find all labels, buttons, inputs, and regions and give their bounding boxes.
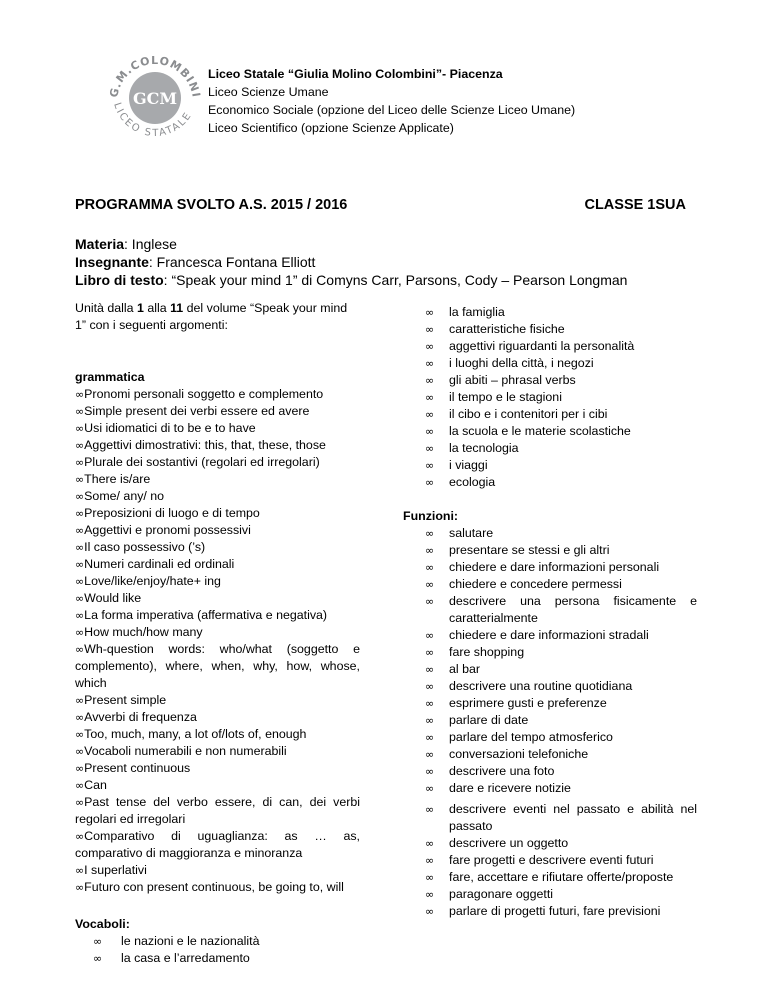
- function-item: [403, 627, 697, 644]
- infinity-bullet-icon: ∞: [425, 476, 435, 489]
- infinity-bullet-icon: ∞: [425, 578, 435, 591]
- textbook-value: : “Speak your mind 1” di Comyns Carr, Parsons, Cody – Pearson Longman: [163, 272, 628, 288]
- function-item-text: chiedere e concedere permessi: [449, 577, 622, 591]
- grammar-item-text: Usi idiomatici di to be e to have: [84, 421, 256, 435]
- grammar-item-text: Aggettivi e pronomi possessivi: [84, 523, 251, 537]
- infinity-bullet-icon: ∞: [425, 442, 435, 455]
- infinity-bullet-icon: ∞: [425, 544, 435, 557]
- infinity-bullet-icon: ∞: [93, 952, 103, 965]
- vocabulary-item: [403, 338, 697, 355]
- infinity-bullet-icon: ∞: [75, 592, 85, 605]
- grammar-item-text: Comparativo di uguaglianza: as … as, comparativo di maggioranza e minoranza: [75, 829, 360, 860]
- infinity-bullet-icon: ∞: [425, 905, 435, 918]
- subject-label: Materia: [75, 236, 125, 252]
- function-item-text: descrivere un oggetto: [449, 836, 569, 850]
- infinity-bullet-icon: ∞: [75, 711, 85, 724]
- infinity-bullet-icon: ∞: [75, 864, 85, 877]
- program-title: PROGRAMMA SVOLTO A.S. 2015 / 2016: [75, 197, 348, 213]
- grammar-item: [75, 539, 360, 556]
- vocabulary-item-text: la casa e l’arredamento: [121, 951, 250, 965]
- infinity-bullet-icon: ∞: [425, 663, 435, 676]
- infinity-bullet-icon: ∞: [75, 796, 85, 809]
- subject-line: [75, 235, 627, 253]
- function-item: [403, 801, 697, 835]
- infinity-bullet-icon: ∞: [425, 748, 435, 761]
- function-item-text: chiedere e dare informazioni personali: [449, 560, 660, 574]
- infinity-bullet-icon: ∞: [425, 646, 435, 659]
- infinity-bullet-icon: ∞: [425, 323, 435, 336]
- function-item-text: fare progetti e descrivere eventi futuri: [449, 853, 654, 867]
- vocabulary-item-text: la tecnologia: [449, 441, 519, 455]
- function-item-text: descrivere una routine quotidiana: [449, 679, 633, 693]
- function-item: [403, 576, 697, 593]
- grammar-item-text: Numeri cardinali ed ordinali: [84, 557, 235, 571]
- grammar-item: [75, 709, 360, 726]
- function-item-text: chiedere e dare informazioni stradali: [449, 628, 649, 642]
- infinity-bullet-icon: ∞: [425, 680, 435, 693]
- grammar-item: [75, 573, 360, 590]
- grammar-item-text: Vocaboli numerabili e non numerabili: [84, 744, 287, 758]
- logo-monogram: GCM: [132, 89, 178, 108]
- infinity-bullet-icon: ∞: [425, 871, 435, 884]
- teacher-label: Insegnante: [75, 254, 149, 270]
- vocabulary-item-text: gli abiti – phrasal verbs: [449, 373, 576, 387]
- infinity-bullet-icon: ∞: [93, 935, 103, 948]
- function-item-text: parlare di progetti futuri, fare previsioni: [449, 904, 661, 918]
- infinity-bullet-icon: ∞: [425, 595, 435, 608]
- infinity-bullet-icon: ∞: [425, 782, 435, 795]
- function-item: [403, 746, 697, 763]
- vocabulary-item: [75, 933, 360, 950]
- grammar-item: [75, 607, 360, 624]
- infinity-bullet-icon: ∞: [425, 697, 435, 710]
- class-label: CLASSE 1SUA: [584, 197, 686, 213]
- infinity-bullet-icon: ∞: [425, 527, 435, 540]
- function-item-text: dare e ricevere notizie: [449, 781, 571, 795]
- grammar-item-text: La forma imperativa (affermativa e negativa): [84, 608, 328, 622]
- grammar-item-text: Aggettivi dimostrativi: this, that, these, those: [84, 438, 326, 452]
- grammar-item: [75, 488, 360, 505]
- infinity-bullet-icon: ∞: [425, 357, 435, 370]
- grammar-item-text: I superlativi: [84, 863, 147, 877]
- school-name: Liceo Statale “Giulia Molino Colombini”- Piacenza: [208, 67, 503, 81]
- infinity-bullet-icon: ∞: [75, 524, 85, 537]
- infinity-bullet-icon: ∞: [75, 575, 85, 588]
- function-item: [403, 644, 697, 661]
- function-item: [403, 678, 697, 695]
- school-header: [208, 65, 575, 137]
- vocabulary-item: [75, 950, 360, 967]
- infinity-bullet-icon: ∞: [75, 881, 85, 894]
- school-line-3: Liceo Scientifico (opzione Scienze Applicate): [208, 121, 454, 135]
- function-item: [403, 712, 697, 729]
- function-item-text: esprimere gusti e preferenze: [449, 696, 607, 710]
- grammar-item-text: There is/are: [84, 472, 151, 486]
- grammar-item: [75, 454, 360, 471]
- grammar-item: [75, 624, 360, 641]
- grammar-item: [75, 760, 360, 777]
- vocabulary-item: [403, 406, 697, 423]
- grammar-item-text: Avverbi di frequenza: [84, 710, 197, 724]
- infinity-bullet-icon: ∞: [425, 459, 435, 472]
- grammar-item-text: Some/ any/ no: [84, 489, 165, 503]
- grammar-item-text: Pronomi personali soggetto e complemento: [84, 387, 324, 401]
- infinity-bullet-icon: ∞: [425, 374, 435, 387]
- infinity-bullet-icon: ∞: [425, 340, 435, 353]
- vocabulary-item: [403, 389, 697, 406]
- logo-ring-top-text: G.M.COLOMBINI: [107, 53, 203, 99]
- infinity-bullet-icon: ∞: [75, 728, 85, 741]
- textbook-label: Libro di testo: [75, 272, 164, 288]
- infinity-bullet-icon: ∞: [75, 490, 85, 503]
- vocabulary-item-text: il tempo e le stagioni: [449, 390, 562, 404]
- infinity-bullet-icon: ∞: [425, 391, 435, 404]
- vocabulary-item-text: i luoghi della città, i negozi: [449, 356, 594, 370]
- grammar-item: [75, 794, 360, 828]
- infinity-bullet-icon: ∞: [425, 854, 435, 867]
- vocabulary-item-text: la famiglia: [449, 305, 505, 319]
- infinity-bullet-icon: ∞: [425, 731, 435, 744]
- infinity-bullet-icon: ∞: [425, 714, 435, 727]
- function-item: [403, 729, 697, 746]
- grammar-item: [75, 437, 360, 454]
- grammar-item-text: Can: [84, 778, 107, 792]
- vocabulary-item: [403, 304, 697, 321]
- vocabulary-item: [403, 474, 697, 491]
- infinity-bullet-icon: ∞: [425, 888, 435, 901]
- vocabulary-list: [75, 933, 360, 967]
- infinity-bullet-icon: ∞: [75, 473, 85, 486]
- function-item: [403, 780, 697, 797]
- vocabulary-heading: Vocaboli:: [75, 917, 130, 931]
- function-item: [403, 903, 697, 920]
- grammar-item: [75, 522, 360, 539]
- infinity-bullet-icon: ∞: [75, 745, 85, 758]
- logo-ring-bottom-text: LICEO STATALE: [111, 101, 195, 140]
- functions-list: [403, 525, 697, 920]
- infinity-bullet-icon: ∞: [75, 507, 85, 520]
- teacher-line: [75, 253, 627, 271]
- grammar-item: [75, 403, 360, 420]
- function-item: [403, 661, 697, 678]
- function-item-text: fare, accettare e rifiutare offerte/proposte: [449, 870, 674, 884]
- function-item: [403, 559, 697, 576]
- grammar-item-text: Present simple: [84, 693, 167, 707]
- function-item-text: presentare se stessi e gli altri: [449, 543, 610, 557]
- vocabulary-item-text: i viaggi: [449, 458, 488, 472]
- vocabulary-item-text: le nazioni e le nazionalità: [121, 934, 260, 948]
- vocabulary-item-text: il cibo e i contenitori per i cibi: [449, 407, 608, 421]
- functions-heading: Funzioni:: [403, 509, 459, 523]
- vocabulary-item: [403, 423, 697, 440]
- school-line-2: Economico Sociale (opzione del Liceo delle Scienze Liceo Umane): [208, 103, 576, 117]
- function-item: [403, 695, 697, 712]
- grammar-item-text: Il caso possessivo (’s): [84, 540, 206, 554]
- infinity-bullet-icon: ∞: [75, 643, 85, 656]
- grammar-item: [75, 879, 360, 896]
- textbook-line: [75, 271, 627, 289]
- function-item-text: fare shopping: [449, 645, 525, 659]
- infinity-bullet-icon: ∞: [425, 765, 435, 778]
- grammar-item: [75, 743, 360, 760]
- grammar-item-text: Too, much, many, a lot of/lots of, enough: [84, 727, 307, 741]
- vocabulary-item-text: la scuola e le materie scolastiche: [449, 424, 631, 438]
- grammar-item-text: Wh-question words: who/what (soggetto e complemento), where, when, why, how, whose, which: [75, 642, 360, 690]
- function-item-text: paragonare oggetti: [449, 887, 554, 901]
- function-item-text: descrivere una foto: [449, 764, 555, 778]
- infinity-bullet-icon: ∞: [425, 561, 435, 574]
- grammar-item: [75, 777, 360, 794]
- vocabulary-item: [403, 321, 697, 338]
- infinity-bullet-icon: ∞: [75, 694, 85, 707]
- subject-value: : Inglese: [124, 236, 177, 252]
- vocabulary-item-text: ecologia: [449, 475, 496, 489]
- school-line-1: Liceo Scienze Umane: [208, 85, 329, 99]
- vocabulary-item: [403, 355, 697, 372]
- right-column: [403, 304, 697, 920]
- infinity-bullet-icon: ∞: [75, 762, 85, 775]
- teacher-value: : Francesca Fontana Elliott: [148, 254, 316, 270]
- grammar-item: [75, 862, 360, 879]
- infinity-bullet-icon: ∞: [425, 837, 435, 850]
- grammar-item-text: Past tense del verbo essere, di can, dei verbi regolari ed irregolari: [75, 795, 360, 826]
- infinity-bullet-icon: ∞: [75, 830, 85, 843]
- infinity-bullet-icon: ∞: [75, 456, 85, 469]
- grammar-heading: grammatica: [75, 370, 145, 384]
- grammar-item-text: Would like: [84, 591, 142, 605]
- function-item-text: descrivere una persona fisicamente e caratterialmente: [449, 594, 697, 625]
- infinity-bullet-icon: ∞: [75, 388, 85, 401]
- vocabulary-list-continued: [403, 304, 697, 491]
- function-item-text: parlare del tempo atmosferico: [449, 730, 613, 744]
- infinity-bullet-icon: ∞: [75, 541, 85, 554]
- infinity-bullet-icon: ∞: [425, 306, 435, 319]
- infinity-bullet-icon: ∞: [75, 626, 85, 639]
- grammar-item-text: Present continuous: [84, 761, 191, 775]
- vocabulary-item: [403, 457, 697, 474]
- vocabulary-item: [403, 440, 697, 457]
- vocabulary-item-text: aggettivi riguardanti la personalità: [449, 339, 635, 353]
- infinity-bullet-icon: ∞: [75, 405, 85, 418]
- grammar-item: [75, 471, 360, 488]
- function-item: [403, 542, 697, 559]
- grammar-item: [75, 505, 360, 522]
- grammar-item: [75, 641, 360, 692]
- grammar-item: [75, 692, 360, 709]
- infinity-bullet-icon: ∞: [425, 629, 435, 642]
- function-item: [403, 525, 697, 542]
- function-item-text: descrivere eventi nel passato e abilità nel passato: [449, 802, 697, 833]
- grammar-item: [75, 726, 360, 743]
- infinity-bullet-icon: ∞: [75, 439, 85, 452]
- grammar-item-text: Love/like/enjoy/hate+ ing: [84, 574, 221, 588]
- function-item-text: parlare di date: [449, 713, 529, 727]
- left-column: [75, 300, 360, 967]
- grammar-item: [75, 590, 360, 607]
- function-item: [403, 886, 697, 903]
- function-item-text: conversazioni telefoniche: [449, 747, 589, 761]
- grammar-list: [75, 386, 360, 896]
- infinity-bullet-icon: ∞: [75, 779, 85, 792]
- grammar-item-text: How much/how many: [84, 625, 203, 639]
- function-item: [403, 593, 697, 627]
- function-item-text: al bar: [449, 662, 480, 676]
- grammar-item-text: Preposizioni di luogo e di tempo: [84, 506, 260, 520]
- function-item: [403, 763, 697, 780]
- infinity-bullet-icon: ∞: [425, 425, 435, 438]
- function-item-text: salutare: [449, 526, 494, 540]
- grammar-item: [75, 386, 360, 403]
- intro-paragraph: Unità dalla 1 alla 11 del volume “Speak your mind 1” con i seguenti argomenti:: [75, 301, 348, 332]
- infinity-bullet-icon: ∞: [75, 422, 85, 435]
- course-info: [75, 235, 627, 289]
- grammar-item: [75, 828, 360, 862]
- grammar-item-text: Plurale dei sostantivi (regolari ed irregolari): [84, 455, 320, 469]
- grammar-item: [75, 556, 360, 573]
- school-logo: [103, 44, 207, 148]
- vocabulary-item: [403, 372, 697, 389]
- infinity-bullet-icon: ∞: [425, 408, 435, 421]
- grammar-item-text: Simple present dei verbi essere ed avere: [84, 404, 310, 418]
- grammar-item: [75, 420, 360, 437]
- vocabulary-item-text: caratteristiche fisiche: [449, 322, 565, 336]
- infinity-bullet-icon: ∞: [75, 558, 85, 571]
- function-item: [403, 835, 697, 852]
- infinity-bullet-icon: ∞: [75, 609, 85, 622]
- infinity-bullet-icon: ∞: [425, 803, 435, 816]
- function-item: [403, 852, 697, 869]
- grammar-item-text: Futuro con present continuous, be going to, will: [84, 880, 344, 894]
- function-item: [403, 869, 697, 886]
